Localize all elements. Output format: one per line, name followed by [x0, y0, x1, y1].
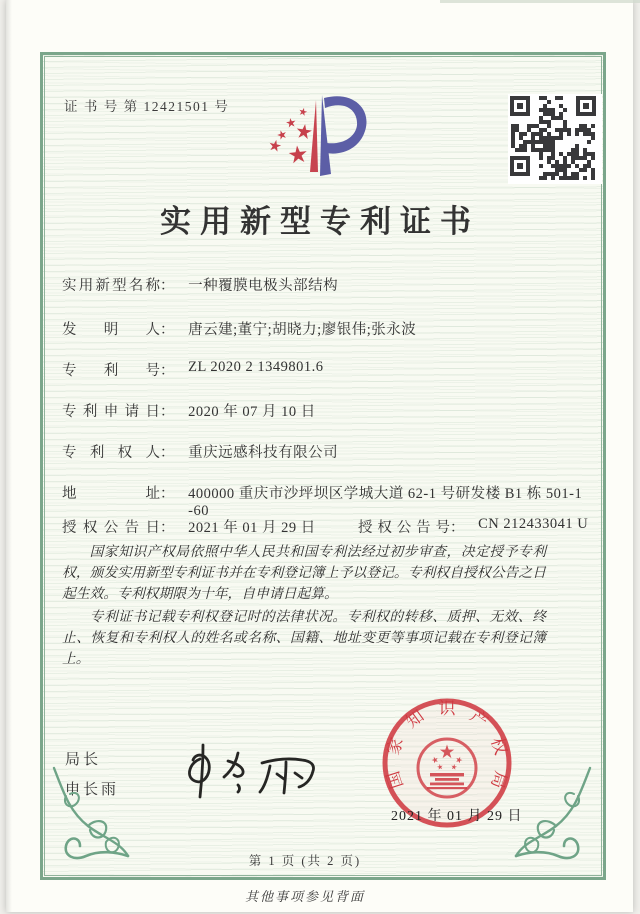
colon: ：	[450, 520, 465, 536]
field-label: 授权公告日	[62, 520, 160, 536]
address-line-1: 400000 重庆市沙坪坝区学城大道 62-1 号研发楼 B1 栋 501-1	[188, 486, 583, 502]
colon: ：	[160, 520, 175, 536]
field-value: 2021 年 01 月 29 日	[188, 520, 316, 536]
field-label: 实用新型名称	[62, 278, 160, 294]
qr-finder-icon	[510, 96, 530, 116]
field-utility-model-name	[62, 274, 338, 295]
field-address	[62, 482, 582, 520]
cnipa-logo-icon	[258, 84, 378, 194]
field-patentee	[62, 441, 338, 462]
field-value: 一种覆膜电极头部结构	[188, 278, 339, 294]
director-name: 申长雨	[65, 782, 120, 798]
qr-finder-icon	[510, 156, 530, 176]
field-inventors	[62, 318, 416, 339]
field-label: 专利号	[62, 363, 160, 379]
field-value: 唐云建;董宁;胡晓力;廖银伟;张永波	[188, 322, 417, 338]
colon: ：	[160, 404, 175, 420]
certificate-title: 实用新型专利证书	[160, 204, 480, 239]
colon: ：	[160, 278, 175, 294]
paragraph-grant-statement: 国家知识产权局依照中华人民共和国专利法经过初步审查，决定授予专利权，颁发实用新型专利证书并在专利登记簿上予以登记。专利权自授权公告之日起生效。专利权期限为十年，自申请日起算。	[62, 544, 546, 601]
field-label: 专利申请日	[62, 404, 160, 420]
scan-edge-artifact	[440, 0, 640, 3]
qr-finder-icon	[576, 96, 596, 116]
field-grant-number	[358, 516, 588, 537]
paragraph-register-statement: 专利证书记载专利权登记时的法律状况。专利权的转移、质押、无效、终止、恢复和专利权人的姓名或名称、国籍、地址变更等事项记载在专利登记簿上。	[62, 609, 546, 666]
field-label: 地址	[62, 486, 160, 502]
legal-paragraphs	[62, 541, 546, 671]
field-patent-number	[62, 359, 324, 380]
page-indicator: 第 1 页 (共 2 页)	[248, 854, 362, 868]
director-signature-icon	[178, 738, 328, 802]
field-label: 发明人	[62, 322, 160, 338]
director-title: 局长	[65, 752, 102, 768]
svg-text:权: 权	[487, 735, 511, 758]
svg-text:识: 识	[438, 699, 456, 718]
svg-text:局: 局	[487, 768, 511, 791]
colon: ：	[160, 445, 175, 461]
svg-text:产: 产	[466, 706, 492, 732]
svg-text:知: 知	[402, 706, 428, 732]
svg-text:国: 国	[383, 768, 407, 791]
colon: ：	[160, 322, 175, 338]
field-value	[188, 482, 582, 520]
field-filing-date	[62, 400, 316, 421]
back-side-note: 其他事项参见背面	[244, 889, 365, 904]
field-value: ZL 2020 2 1349801.6	[188, 359, 324, 375]
field-value: 重庆远感科技有限公司	[188, 445, 339, 461]
field-label: 授权公告号	[358, 520, 450, 536]
field-grant-row	[62, 516, 589, 537]
field-value: 2020 年 07 月 10 日	[188, 404, 316, 420]
qr-code	[508, 94, 602, 184]
seal-date: 2021 年 01 月 29 日	[391, 809, 523, 824]
certificate-number: 证 书 号 第 12421501 号	[64, 99, 230, 114]
svg-text:家: 家	[383, 735, 407, 758]
qr-modules	[510, 96, 596, 178]
field-value: CN 212433041 U	[478, 516, 589, 532]
field-label: 专利权人	[62, 445, 160, 461]
colon: ：	[160, 486, 175, 502]
colon: ：	[160, 363, 175, 379]
address-line-2: -60	[188, 503, 209, 519]
